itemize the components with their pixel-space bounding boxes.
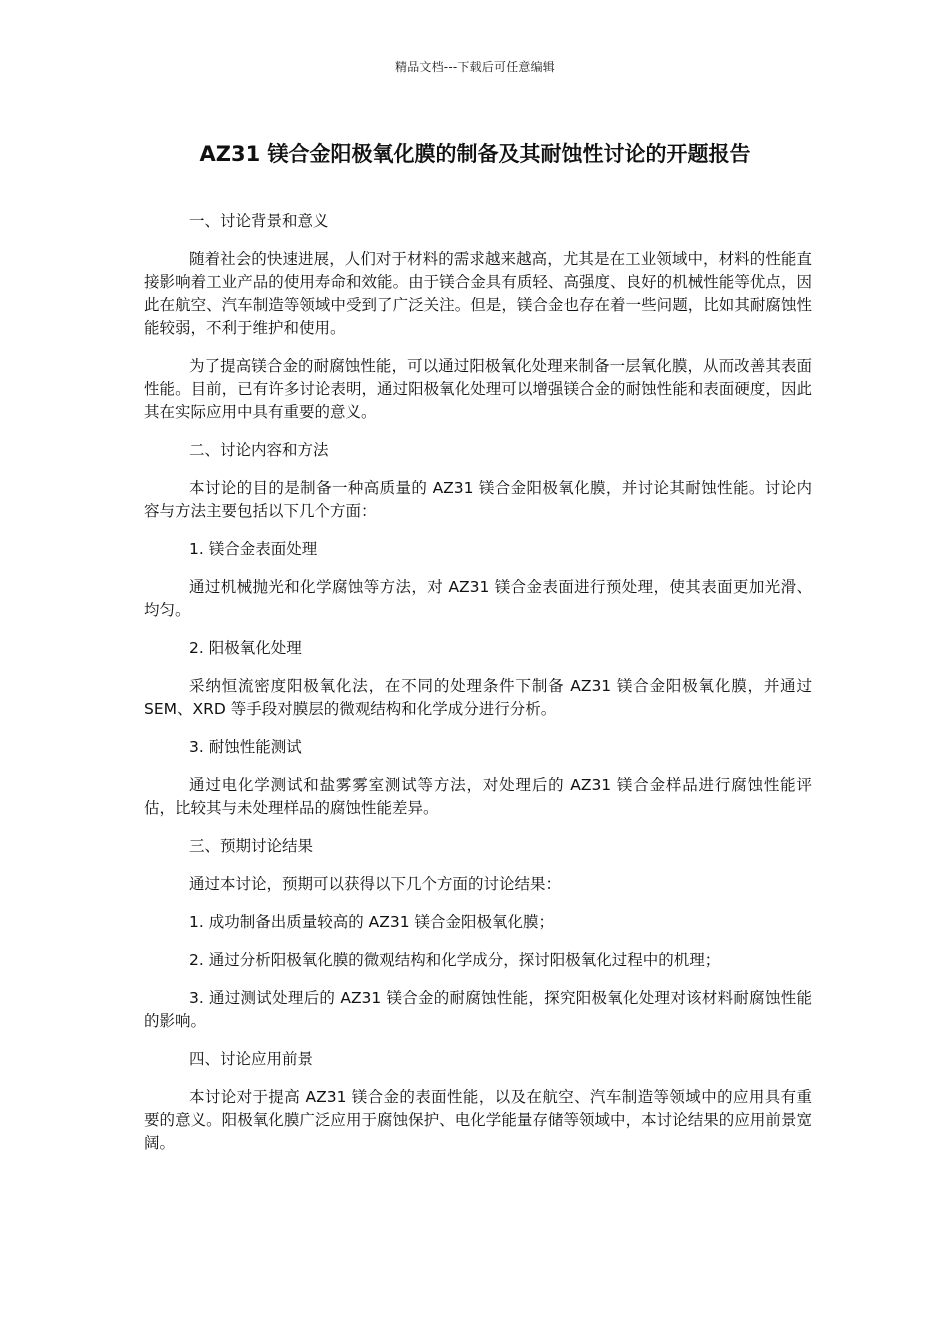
item-label-corrosion-test: 3. 耐蚀性能测试: [189, 738, 302, 756]
item-text-anodizing: 采纳恒流密度阳极氧化法，在不同的处理条件下制备 AZ31 镁合金阳极氧化膜，并通过 SEM、XRD 等手段对膜层的微观结构和化学成分进行分析。: [144, 677, 812, 718]
result-item-2: 2. 通过分析阳极氧化膜的微观结构和化学成分，探讨阳极氧化过程中的机理；: [189, 951, 721, 969]
paragraph-background-2: 为了提高镁合金的耐腐蚀性能，可以通过阳极氧化处理来制备一层氧化膜，从而改善其表面性能。目前，已有许多讨论表明，通过阳极氧化处理可以增强镁合金的耐蚀性能和表面硬度，因此其在实际应用中具有重要的意义。: [144, 357, 812, 421]
paragraph-results-intro: 通过本讨论，预期可以获得以下几个方面的讨论结果：: [189, 875, 562, 893]
item-label-anodizing: 2. 阳极氧化处理: [189, 639, 302, 657]
item-label-surface-treatment: 1. 镁合金表面处理: [189, 540, 318, 558]
section-heading-background: 一、讨论背景和意义: [189, 212, 329, 230]
result-item-1: 1. 成功制备出质量较高的 AZ31 镁合金阳极氧化膜；: [189, 913, 555, 931]
document-body: [144, 210, 812, 1170]
paragraph-content-intro: 本讨论的目的是制备一种高质量的 AZ31 镁合金阳极氧化膜，并讨论其耐蚀性能。讨论内容与方法主要包括以下几个方面：: [144, 479, 812, 520]
watermark-header: 精品文档---下载后可任意编辑: [395, 60, 555, 74]
result-item-3: 3. 通过测试处理后的 AZ31 镁合金的耐腐蚀性能，探究阳极氧化处理对该材料耐腐蚀性能的影响。: [144, 989, 812, 1030]
section-heading-content-method: 二、讨论内容和方法: [189, 441, 329, 459]
section-heading-expected-results: 三、预期讨论结果: [189, 837, 314, 855]
document-title: AZ31 镁合金阳极氧化膜的制备及其耐蚀性讨论的开题报告: [199, 142, 751, 166]
paragraph-application: 本讨论对于提高 AZ31 镁合金的表面性能，以及在航空、汽车制造等领域中的应用具有重要的意义。阳极氧化膜广泛应用于腐蚀保护、电化学能量存储等领域中，本讨论结果的应用前景宽阔。: [144, 1088, 812, 1152]
paragraph-background-1: 随着社会的快速进展，人们对于材料的需求越来越高，尤其是在工业领域中，材料的性能直接影响着工业产品的使用寿命和效能。由于镁合金具有质轻、高强度、良好的机械性能等优点，因此在航空、汽车制造等领域中受到了广泛关注。但是，镁合金也存在着一些问题，比如其耐腐蚀性能较弱，不利于维护和使用。: [144, 250, 812, 337]
item-text-surface-treatment: 通过机械抛光和化学腐蚀等方法，对 AZ31 镁合金表面进行预处理，使其表面更加光滑、均匀。: [144, 578, 812, 619]
item-text-corrosion-test: 通过电化学测试和盐雾雾室测试等方法，对处理后的 AZ31 镁合金样品进行腐蚀性能评估，比较其与未处理样品的腐蚀性能差异。: [144, 776, 812, 817]
section-heading-application: 四、讨论应用前景: [189, 1050, 314, 1068]
